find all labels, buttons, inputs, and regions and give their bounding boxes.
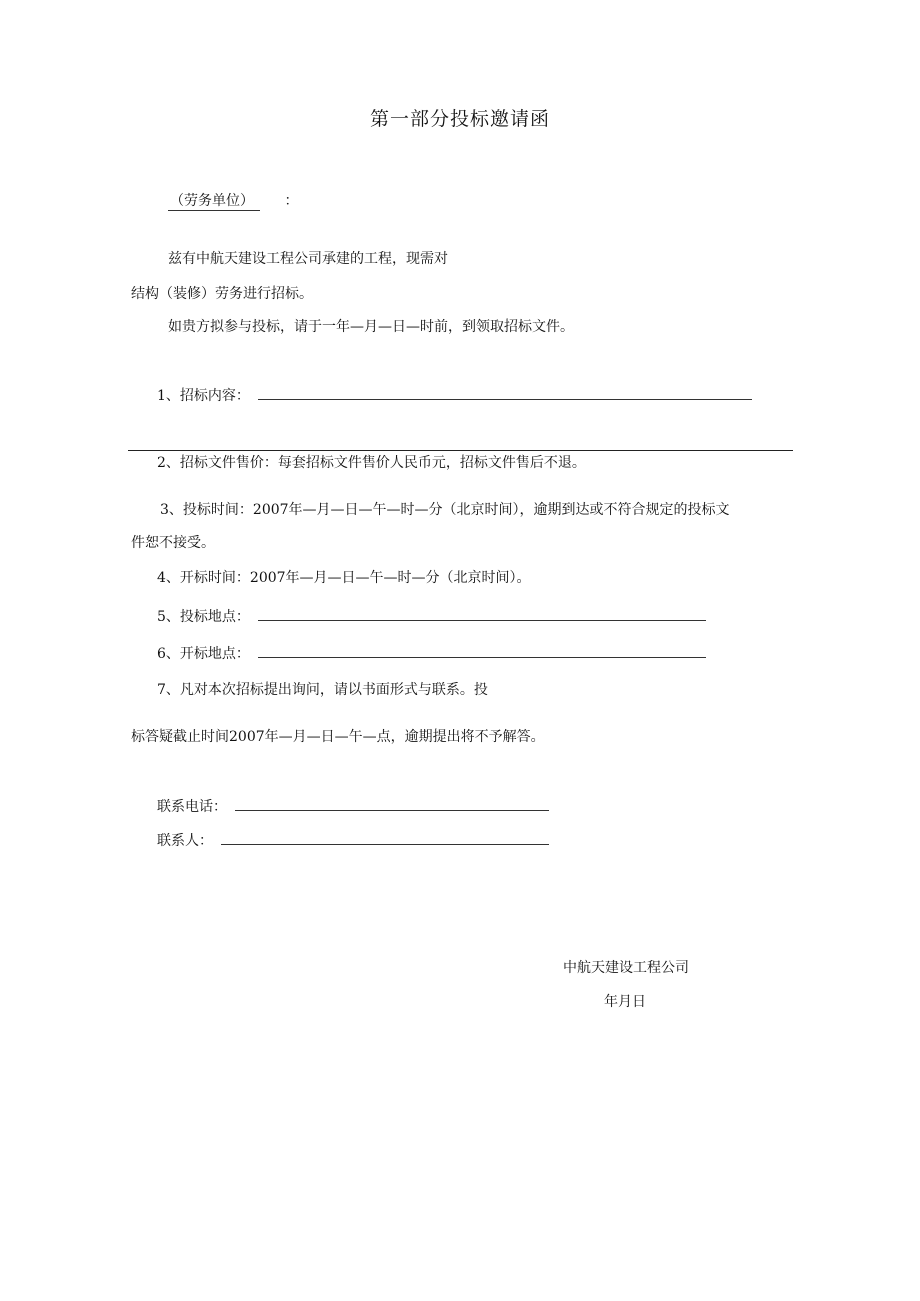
item-3-line-2: 件恕不接受。: [131, 535, 215, 551]
item-4: 4、开标时间：2007年—月—日—午—时—分（北京时间）。: [157, 570, 531, 586]
contact-person-blank: [221, 831, 549, 845]
addressee-colon: ：: [284, 193, 299, 209]
contact-person: [157, 831, 549, 850]
item-6: [157, 644, 706, 663]
addressee-line: [168, 192, 298, 210]
intro-line-2: 结构（装修）劳务进行招标。: [131, 286, 313, 302]
item-5-label: 5、投标地点：: [157, 609, 250, 625]
item-1: [157, 386, 752, 405]
addressee: （劳务单位）: [168, 193, 260, 211]
item-2: 2、招标文件售价：每套招标文件售价人民币元，招标文件售后不退。: [157, 455, 586, 471]
item-7-line-1: 7、凡对本次招标提出询问，请以书面形式与联系。投: [157, 682, 488, 698]
contact-phone-blank: [235, 797, 549, 811]
intro-line-3: 如贵方拟参与投标，请于一年—月—日—时前，到领取招标文件。: [168, 319, 574, 335]
item-5-blank: [258, 607, 706, 621]
item-5: [157, 607, 706, 626]
item-1-blank: [258, 386, 752, 400]
signature-date: 年月日: [604, 994, 646, 1010]
item-6-blank: [258, 644, 706, 658]
contact-phone-label: 联系电话：: [157, 799, 227, 815]
contact-phone: [157, 797, 549, 816]
full-width-rule: [128, 450, 793, 451]
item-6-label: 6、开标地点：: [157, 646, 250, 662]
contact-person-label: 联系人：: [157, 833, 213, 849]
intro-line-1: 兹有中航天建设工程公司承建的工程，现需对: [168, 251, 448, 267]
item-7-line-2: 标答疑截止时间2007年—月—日—午—点，逾期提出将不予解答。: [131, 729, 545, 745]
item-1-label: 1、招标内容：: [157, 388, 250, 404]
page-title: 第一部分投标邀请函: [369, 108, 550, 130]
item-3-line-1: 3、投标时间：2007年—月—日—午—时—分（北京时间），逾期到达或不符合规定的投标文: [160, 502, 730, 518]
signature-company: 中航天建设工程公司: [563, 960, 689, 976]
